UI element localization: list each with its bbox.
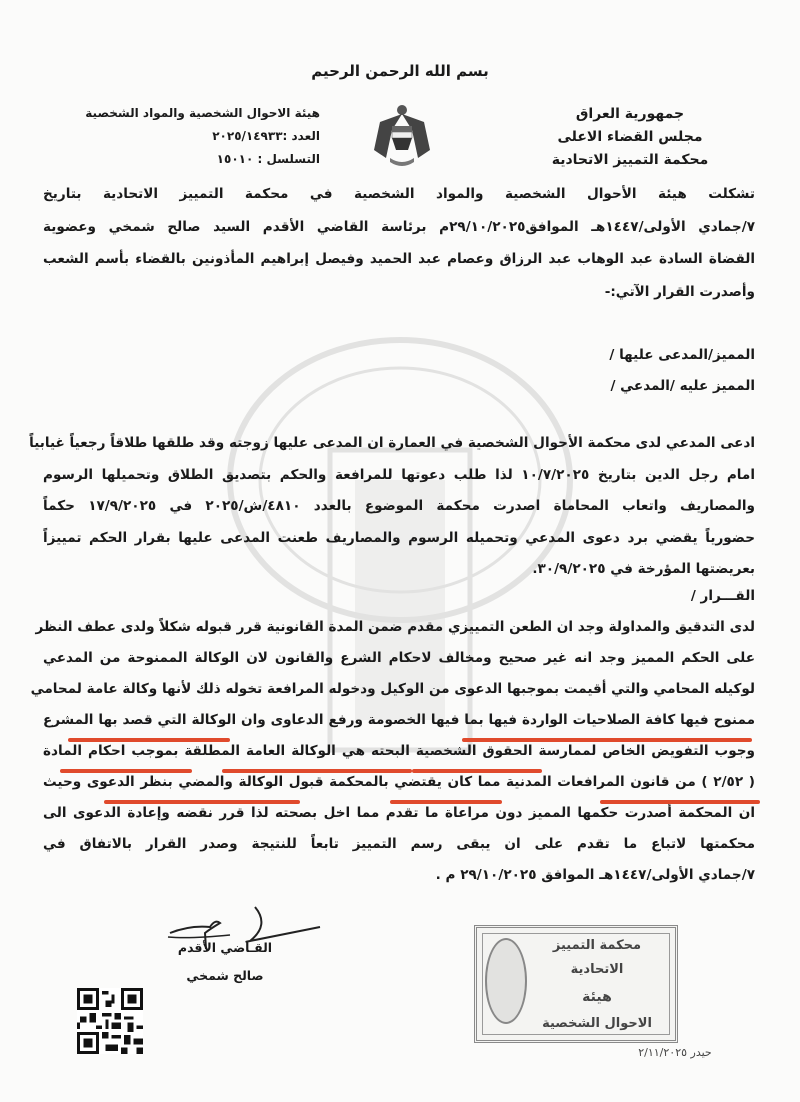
- highlight-underline: [462, 738, 752, 742]
- signature-title: القـاضي الأقدم: [177, 940, 273, 955]
- decision-line: لدى التدقيق والمداولة وجد ان الطعن التمييزي مقدم ضمن المدة القانونية قرر قبوله شكلاً ولدى عطف النظر: [35, 619, 755, 635]
- intro-line: وأصدرت القرار الآتي:-: [604, 283, 755, 300]
- facts-line: حضورياً يقضي برد دعوى المدعي وتحميله الرسوم والمصاريف طعنت المدعى عليها بقرار الحكم تمييزاً: [43, 529, 755, 546]
- decision-heading: القـــرار /: [690, 588, 755, 604]
- stamp-text: [527, 934, 667, 1036]
- highlight-underline: [104, 800, 300, 804]
- iraq-eagle-emblem-icon: [362, 100, 442, 172]
- highlight-underline: [412, 769, 542, 773]
- header-number: العدد :٢٠٢٥/١٤٩٣٣: [212, 129, 320, 143]
- highlight-underline: [600, 800, 760, 804]
- facts-line: بعريضتها المؤرخة في ٣٠/٩/٢٠٢٥.: [532, 561, 755, 577]
- decision-line: محكمتها لاتباع ما تقدم على ان يبقى رسم التمييز تابعاً للنتيجة وصدر القرار بالاتفاق في: [43, 836, 755, 852]
- header-panel: هيئة الاحوال الشخصية والمواد الشخصية: [85, 106, 320, 120]
- header-reference: [80, 102, 320, 171]
- parties: [609, 340, 755, 402]
- highlight-underline: [222, 769, 412, 773]
- decision-line: ٧/جمادي الأولى/١٤٤٧هـ الموافق ٢٩/١٠/٢٠٢٥ م .: [435, 867, 755, 883]
- decision-paragraph: [30, 612, 755, 891]
- facts-paragraph: [29, 428, 756, 586]
- decision-line: وجوب التفويض الخاص لممارسة الحقوق الشخصية البحته هي الوكالة العامة المطلقة بموجب احكام المادة: [43, 743, 755, 759]
- header-council: مجلس القضاء الاعلى: [557, 129, 703, 145]
- highlight-underline: [68, 738, 230, 742]
- decision-line: ممنوح فيها كافة الصلاحيات الواردة فيها بما فيها الخصومة ورفع الدعاوى وان الوكالة التي قصد بها المشرع: [43, 712, 755, 728]
- footer-note: حيدر ٢/١١/٢٠٢٥: [638, 1046, 712, 1059]
- facts-line: ادعى المدعي لدى محكمة الأحوال الشخصية في العمارة ان المدعى عليها زوجته وقد طلقها طلاقاً رجعياً غيابياً: [29, 435, 755, 451]
- stamp-line-panel: هيئة: [582, 989, 612, 1005]
- basmala: بسم الله الرحمن الرحيم: [311, 62, 489, 80]
- stamp-line-court: محكمة التمييز الاتحادية: [552, 938, 642, 977]
- intro-paragraph: [43, 178, 755, 308]
- qr-code-icon[interactable]: [77, 988, 143, 1054]
- intro-line: ٧/جمادي الأولى/١٤٤٧هـ الموافق٢٩/١٠/٢٠٢٥م برئاسة القاضي الأقدم السيد صالح شمخي وعضوية: [43, 218, 755, 235]
- facts-line: امام رجل الدين بتاريخ ١٠/٧/٢٠٢٥ لذا طلب دعوتها للمرافعة والحكم بتصديق الطلاق وتحميلها الرسوم: [43, 466, 755, 483]
- decision-line: على الحكم المميز وجد انه غير صحيح ومخالف لاحكام الشرع والقانون لان الوكالة الممنوحة من المدعي: [43, 650, 755, 666]
- header-institution: [520, 103, 740, 172]
- signature-name: صالح شمخي: [186, 968, 264, 983]
- decision-line: لوكيله المحامي والتي أقيمت بموجبها الدعوى من الوكيل ودخوله المرافعة تخوله ذلك لأنها وكالة عامة لمحامي: [30, 681, 755, 697]
- appellant: المميز/المدعى عليها /: [609, 347, 755, 363]
- decision-line: ( ٢/٥٢ ) من قانون المرافعات المدنية مما كان يقتضي بالمحكمة قبول الوكالة والمضي بنظر الدعوى وحيث: [43, 774, 755, 790]
- header-serial: التسلسل : ١٥٠١٠: [216, 152, 320, 166]
- court-stamp: [474, 925, 678, 1043]
- header-country: جمهورية العراق: [575, 106, 685, 122]
- intro-line: القضاة السادة عبد الوهاب عبد الرزاق وعصام عبد الحميد وفيصل إبراهيم المأذونين بالقضاء بأسم الشعب: [43, 251, 755, 267]
- header-court: محكمة التمييز الاتحادية: [551, 152, 709, 168]
- decision-line: ان المحكمة أصدرت حكمها المميز دون مراعاة ما تقدم مما اخل بصحته لذا قرر نقضه وإعادة الدعوى الى: [43, 805, 755, 821]
- respondent: المميز عليه /المدعي /: [610, 378, 755, 394]
- stamp-seal-icon: [485, 938, 527, 1024]
- highlight-underline: [390, 800, 502, 804]
- highlight-underline: [60, 769, 192, 773]
- stamp-line-section: الاحوال الشخصية: [542, 1016, 652, 1031]
- facts-line: والمصاريف واتعاب المحاماة اصدرت محكمة الموضوع بالعدد ٤٨١٠/ش/٢٠٢٥ في ١٧/٩/٢٠٢٥ حكماً: [43, 498, 756, 514]
- intro-line: تشكلت هيئة الأحوال الشخصية والمواد الشخصية في محكمة التمييز الاتحادية بتاريخ: [43, 186, 755, 202]
